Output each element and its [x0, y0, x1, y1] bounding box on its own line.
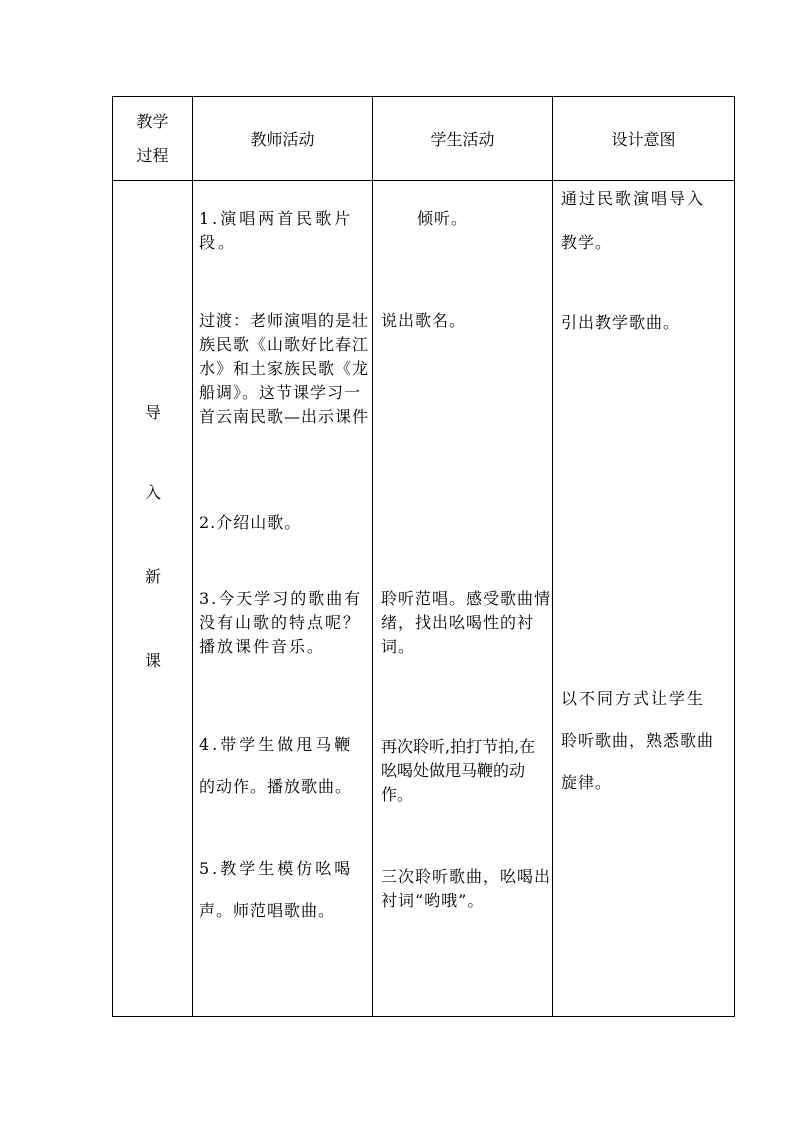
header-student-activity: 学生活动: [373, 97, 553, 181]
teacher-activity-cell: [193, 181, 373, 1017]
header-stage-line1: 教学: [136, 111, 169, 131]
teacher-item-3: 3.今天学习的歌曲有没有山歌的特点呢？播放课件音乐。: [199, 589, 363, 656]
student-item-2: 说出歌名。: [381, 311, 467, 330]
stage-char-2: 入: [144, 483, 161, 502]
stage-cell: [113, 181, 193, 1017]
student-item-5: 三次聆听歌曲，吆喝出衬词“哟哦”。: [381, 867, 552, 910]
header-design-intent: 设计意图: [553, 97, 735, 181]
teacher-item-2: 2.介绍山歌。: [199, 513, 302, 532]
stage-char-4: 课: [144, 651, 161, 670]
teacher-item-5-line1: 5.教学生模仿吆喝: [199, 859, 354, 878]
header-teacher-activity: 教师活动: [193, 97, 373, 181]
student-item-1: 倾听。: [417, 209, 469, 228]
teacher-item-4-line1: 4.带学生做甩马鞭: [199, 735, 354, 754]
stage-char-1: 导: [144, 403, 161, 422]
header-stage: [113, 97, 193, 181]
body-row: [113, 181, 735, 1017]
design-item-2: 引出教学歌曲。: [561, 313, 681, 332]
teacher-item-4-line2: 的动作。播放歌曲。: [199, 777, 353, 796]
student-item-3: 聆听范唱。感受歌曲情绪，找出吆喝性的衬词。: [381, 589, 552, 656]
design-item-1-line1: 通过民歌演唱导入: [561, 189, 706, 208]
design-item-3-line1: 以不同方式让学生: [561, 689, 706, 708]
header-stage-line2: 过程: [136, 145, 169, 165]
student-item-4: 再次聆听,拍打节拍,在吆喝处做甩马鞭的动作。: [381, 737, 536, 804]
design-intent-cell: [553, 181, 735, 1017]
teacher-item-5-line2: 声。师范唱歌曲。: [199, 901, 336, 920]
teacher-transition: 过渡：老师演唱的是壮族民歌《山歌好比春江水》和土家族民歌《龙船调》。这节课学习一首云南民歌—出示课件: [199, 311, 370, 426]
teacher-item-1: 1.演唱两首民歌片段。: [199, 209, 354, 252]
lesson-plan-table: [112, 96, 735, 1017]
student-activity-cell: [373, 181, 553, 1017]
header-row: [113, 97, 735, 181]
design-item-3-line2: 聆听歌曲，熟悉歌曲: [561, 731, 715, 750]
design-item-1-line2: 教学。: [561, 233, 613, 252]
stage-char-3: 新: [144, 567, 161, 586]
design-item-3-line3: 旋律。: [561, 773, 613, 792]
